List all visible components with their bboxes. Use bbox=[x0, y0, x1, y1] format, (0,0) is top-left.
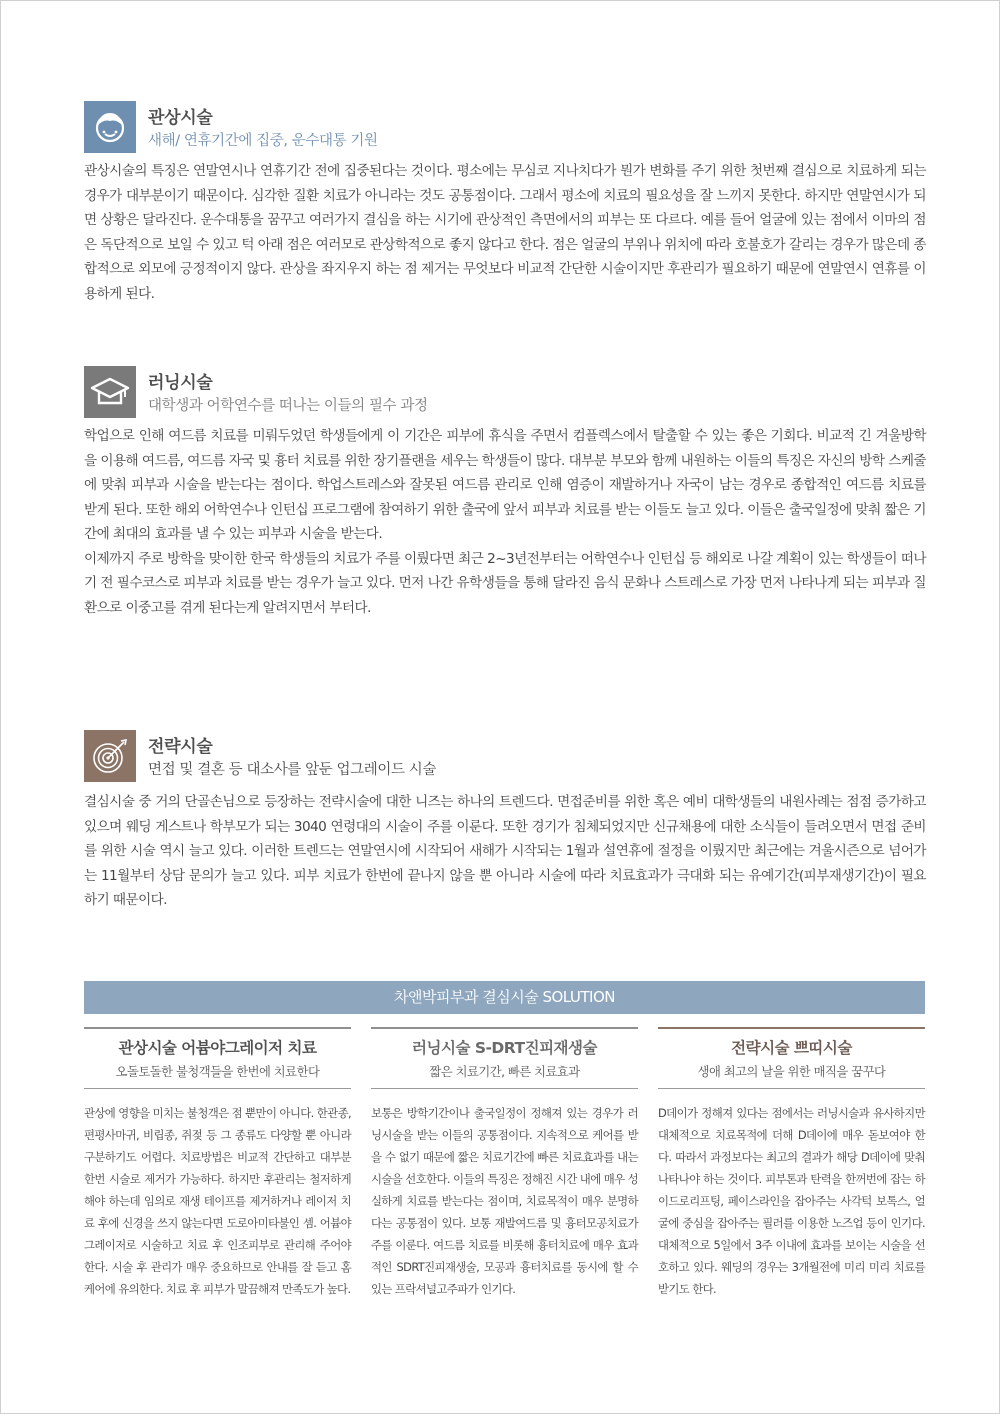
section-subtitle: 새해/ 연휴기간에 집중, 운수대통 기원 bbox=[148, 133, 378, 149]
section-title: 관상시술 bbox=[148, 108, 213, 128]
section-body bbox=[84, 424, 926, 620]
column-subtitle: 짧은 치료기간, 빠른 치료효과 bbox=[429, 1065, 580, 1079]
paragraph: 학업으로 인해 여드름 치료를 미뤄두었던 학생들에게 이 기간은 피부에 휴식을 주면서 컴플렉스에서 탈출할 수 있는 좋은 기회다. 비교적 긴 겨울방학을 이용해 여드름, 여드름 자국 및 흉터 치료를 위한 장기플랜을 세우는 학생들이 많다. 대부분 부모와 함께 내원하는 이들의 특징은 자신의 방학 스케줄에 맞춰 피부과 시술을 받는다는 점이다. 학업스트레스와 잘못된 여드름 관리로 인해 염증이 재발하거나 자국이 남는 경우로 종합적인 여드름 치료를 받게 된다. 또한 해외 어학연수나 인턴십 프로그램에 참여하기 위한 출국에 앞서 피부과 치료를 받는 이들도 늘고 있다. 이들은 출국일정에 맞춰 짧은 기간에 최대의 효과를 낼 수 있는 피부과 시술을 받는다. bbox=[84, 428, 926, 542]
divider bbox=[371, 1088, 638, 1089]
section-title: 전략시술 bbox=[148, 737, 213, 757]
divider bbox=[371, 1027, 638, 1029]
section-subtitle: 대학생과 어학연수를 떠나는 이들의 필수 과정 bbox=[148, 398, 428, 414]
column-title: 전략시술 쁘띠시술 bbox=[731, 1039, 852, 1057]
solution-banner: 차앤박피부과 결심시술 SOLUTION bbox=[84, 981, 925, 1014]
section-strategy bbox=[84, 730, 926, 913]
section-body bbox=[84, 790, 926, 913]
solution-column-strategy bbox=[658, 1027, 925, 1300]
section-gwansang bbox=[84, 101, 926, 306]
section-running bbox=[84, 366, 926, 620]
section-header bbox=[84, 101, 926, 155]
divider bbox=[84, 1088, 351, 1089]
divider bbox=[658, 1027, 925, 1029]
section-subtitle: 면접 및 결혼 등 대소사를 앞둔 업그레이드 시술 bbox=[148, 762, 436, 778]
column-body: 관상에 영향을 미치는 불청객은 점 뿐만이 아니다. 한관종, 편평사마귀, 비립종, 쥐젖 등 그 종류도 다양할 뿐 아니라 구분하기도 어렵다. 치료방법은 비교적 간단하고 대부분 한번 시술로 제거가 가능하다. 하지만 후관리는 철저하게 해야 하는데 임의로 재생 테이프를 제거하거나 레이저 치료 후에 신경을 쓰지 않는다면 도로아미타불인 셈. 어븀야그레이저로 시술하고 치료 후 인조피부로 관리해 주어야 한다. 시술 후 관리가 매우 중요하므로 안내를 잘 듣고 홈케어에 유의한다. 치료 후 피부가 말끔해져 만족도가 높다. bbox=[84, 1106, 351, 1296]
solution-column-gwansang bbox=[84, 1027, 351, 1300]
section-body bbox=[84, 159, 926, 306]
column-body: D데이가 정해져 있다는 점에서는 러닝시술과 유사하지만 대체적으로 치료목적에 더해 D데이에 매우 돋보여야 한다. 따라서 과정보다는 최고의 결과가 해당 D데이에 맞춰 나타나야 하는 것이다. 피부톤과 탄력을 한꺼번에 잡는 하이드로리프팅, 페이스라인을 잡아주는 사각턱 보톡스, 얼굴에 중심을 잡아주는 필러를 이용한 노즈업 등이 인기다. 대체적으로 5일에서 3주 이내에 효과를 보이는 시술을 선호하고 있다. 웨딩의 경우는 3개월전에 미리 미리 치료를 받기도 한다. bbox=[658, 1106, 925, 1296]
section-header bbox=[84, 366, 926, 420]
divider bbox=[658, 1088, 925, 1089]
column-body: 보통은 방학기간이나 출국일정이 정해져 있는 경우가 러닝시술을 받는 이들의 공통점이다. 지속적으로 케어를 받을 수 없기 때문에 짧은 치료기간에 빠른 치료효과를 내는 시술을 선호한다. 이들의 특징은 정해진 시간 내에 매우 성실하게 치료를 받는다는 점이며, 치료목적이 매우 분명하다는 공통점이 있다. 보통 재발여드름 및 흉터모공치료가 주를 이룬다. 여드름 치료를 비롯해 흉터치료에 매우 효과적인 SDRT진피재생술, 모공과 흉터치료를 동시에 할 수 있는 프락셔널고주파가 인기다. bbox=[371, 1106, 638, 1296]
paragraph: 관상시술의 특징은 연말연시나 연휴기간 전에 집중된다는 것이다. 평소에는 무심코 지나치다가 뭔가 변화를 주기 위한 첫번째 결심으로 치료하게 되는 경우가 대부분이기 때문이다. 심각한 질환 치료가 아니라는 것도 공통점이다. 그래서 평소에 치료의 필요성을 잘 느끼지 못한다. 하지만 연말연시가 되면 상황은 달라진다. 운수대통을 꿈꾸고 여러가지 결심을 하는 시기에 관상적인 측면에서의 피부는 또 다르다. 예를 들어 얼굴에 있는 점에서 이마의 점은 독단적으로 보일 수 있고 턱 아래 점은 여러모로 관상학적으로 좋지 않다고 한다. 점은 얼굴의 부위나 위치에 따라 호불호가 갈리는 경우가 많은데 종합적으로 외모에 긍정적이지 않다. 관상을 좌지우지 하는 점 제거는 무엇보다 비교적 간단한 시술이지만 후관리가 필요하기 때문에 연말연시 연휴를 이용하게 된다. bbox=[84, 163, 926, 302]
divider bbox=[84, 1027, 351, 1029]
paragraph: 이제까지 주로 방학을 맞이한 한국 학생들의 치료가 주를 이뤘다면 최근 2~3년전부터는 어학연수나 인턴십 등 해외로 나갈 계획이 있는 학생들이 떠나기 전 필수코스로 피부과 치료를 받는 경우가 늘고 있다. 먼저 나간 유학생들을 통해 달라진 음식 문화나 스트레스로 가장 먼저 나타나게 되는 피부과 질환으로 이중고를 겪게 된다는게 알려지면서 부터다. bbox=[84, 550, 926, 616]
paragraph: 결심시술 중 거의 단골손님으로 등장하는 전략시술에 대한 니즈는 하나의 트렌드다. 면접준비를 위한 혹은 예비 대학생들의 내원사례는 점점 증가하고 있으며 웨딩 게스트나 학부모가 되는 3040 연령대의 시술이 주를 이룬다. 또한 경기가 침체되었지만 신규채용에 대한 소식들이 들려오면서 면접 준비를 위한 시술 역시 늘고 있다. 이러한 트렌드는 연말연시에 시작되어 새해가 시작되는 1월과 설연휴에 절정을 이뤘지만 최근에는 겨울시즌으로 넘어가는 11월부터 상담 문의가 늘고 있다. 피부 치료가 한번에 끝나지 않을 뿐 아니라 시술에 따라 치료효과가 극대화 되는 유예기간(피부재생기간)이 필요하기 때문이다. bbox=[84, 794, 926, 908]
column-title: 러닝시술 S-DRT진피재생술 bbox=[412, 1039, 597, 1057]
face-icon bbox=[84, 101, 136, 153]
section-title: 러닝시술 bbox=[148, 373, 213, 393]
section-header bbox=[84, 730, 926, 784]
graduation-cap-icon bbox=[84, 366, 136, 418]
solution-column-running bbox=[371, 1027, 638, 1300]
column-subtitle: 오돌토돌한 불청객들을 한번에 치료한다 bbox=[115, 1065, 320, 1079]
column-title: 관상시술 어븀야그레이저 치료 bbox=[118, 1039, 317, 1057]
column-subtitle: 생애 최고의 날을 위한 매직을 꿈꾸다 bbox=[697, 1065, 886, 1079]
target-icon bbox=[84, 730, 136, 782]
